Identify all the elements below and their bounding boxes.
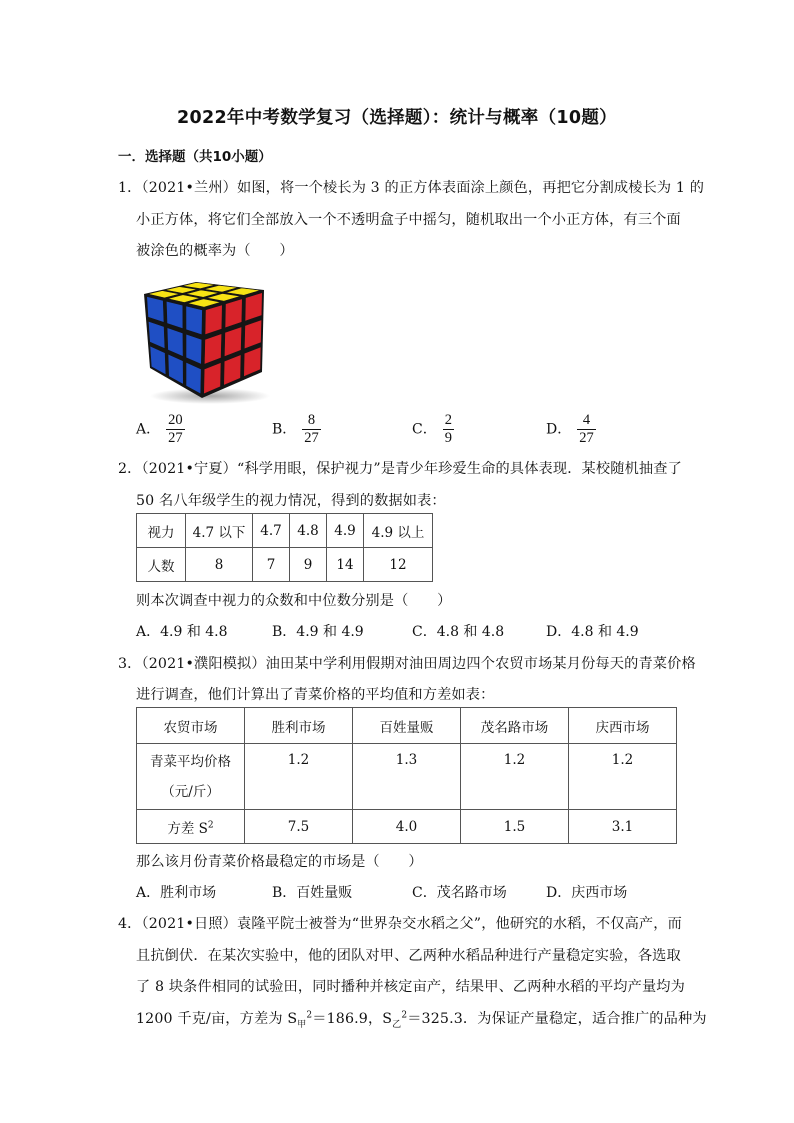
q3-option-d[interactable]: D．庆西市场 — [546, 885, 628, 901]
q1-option-d[interactable]: D． $\frac{4}{27}$ — [546, 412, 594, 446]
q1-line-1: 1．（2021•兰州）如图，将一个棱长为 3 的正方体表面涂上颜色，再把它分割成棱长为 1 的 — [118, 180, 705, 196]
fraction: $\frac{8}{27}$ — [304, 412, 319, 446]
avg-price-label: 青菜平均价格 — [150, 753, 231, 770]
table-cell: 4.7 以下 — [186, 514, 253, 548]
table-cell: 3.1 — [569, 810, 677, 844]
cube-sticker — [186, 306, 203, 335]
table-cell: 4.9 — [327, 514, 364, 548]
table-cell: 农贸市场 — [137, 708, 245, 744]
table-cell: 1.2 — [461, 744, 569, 810]
cube-right-face — [204, 293, 263, 394]
table-cell — [137, 744, 245, 810]
page-title: 2022年中考数学复习（选择题）：统计与概率（10题） — [177, 108, 617, 128]
table-cell: 8 — [186, 548, 253, 582]
table-cell: 4.7 — [253, 514, 290, 548]
table-cell: 庆西市场 — [569, 708, 677, 744]
q2-line-1: 2．（2021•宁夏）“科学用眼，保护视力”是青少年珍爱生命的具体表现．某校随机抽查了 — [118, 461, 682, 477]
avg-price-unit: （元/斤） — [161, 783, 220, 800]
table-cell: 视力 — [137, 514, 186, 548]
table-cell: 胜利市场 — [245, 708, 353, 744]
q4-line-2: 且抗倒伏．在某次实验中，他的团队对甲、乙两种水稻品种进行产量稳定实验，各选取 — [136, 948, 681, 964]
table-cell: 12 — [364, 548, 433, 582]
table-cell: 人数 — [137, 548, 186, 582]
table-cell: 4.9 以上 — [364, 514, 433, 548]
text-segment: ＝186.9，S — [312, 1011, 393, 1027]
table-cell: 14 — [327, 548, 364, 582]
q2-line-2: 50 名八年级学生的视力情况，得到的数据如表： — [136, 493, 446, 509]
subscript: 甲 — [297, 1019, 307, 1030]
q1-option-c[interactable]: C． $\frac{2}{9}$ — [412, 412, 452, 446]
fraction: $\frac{20}{27}$ — [168, 412, 183, 446]
q3-option-c[interactable]: C．茂名路市场 — [412, 885, 507, 901]
q4-line-1: 4．（2021•日照）袁隆平院士被誉为“世界杂交水稻之父”，他研究的水稻，不仅高产，而 — [118, 916, 682, 932]
table-cell: 4.0 — [353, 810, 461, 844]
table-cell: 7.5 — [245, 810, 353, 844]
q2-option-c[interactable]: C．4.8 和 4.8 — [412, 624, 505, 640]
text-segment: ＝325.3．为保证产量稳定，适合推广的品种为 — [407, 1011, 707, 1027]
fraction: $\frac{2}{9}$ — [444, 412, 452, 446]
q4-line-3: 了 8 块条件相同的试验田，同时播种并核定亩产，结果甲、乙两种水稻的平均产量均为 — [136, 979, 685, 995]
q2-option-b[interactable]: B．4.9 和 4.9 — [272, 624, 364, 640]
table-cell: 1.3 — [353, 744, 461, 810]
q1-option-a[interactable]: A． $\frac{20}{27}$ — [136, 412, 183, 446]
variance-label: 方差 S — [167, 820, 208, 837]
q3-line-1: 3．（2021•濮阳模拟）油田某中学利用假期对油田周边四个农贸市场某月份每天的青菜价格 — [118, 656, 696, 672]
q3-option-a[interactable]: A．胜利市场 — [136, 885, 217, 901]
q4-line-4 — [136, 1008, 707, 1030]
q2-option-a[interactable]: A．4.9 和 4.8 — [136, 624, 228, 640]
table-cell — [137, 810, 245, 844]
q3-option-b[interactable]: B．百姓量贩 — [272, 885, 353, 901]
superscript: 2 — [401, 1010, 408, 1021]
q3-line-2: 进行调查，他们计算出了青菜价格的平均值和方差如表： — [136, 687, 495, 703]
fraction: $\frac{4}{27}$ — [579, 412, 594, 446]
q1-option-b[interactable]: B． $\frac{8}{27}$ — [272, 412, 319, 446]
table-row — [137, 744, 677, 810]
section-heading: 一．选择题（共10小题） — [118, 149, 272, 165]
table-row — [137, 514, 433, 548]
table-cell: 4.8 — [290, 514, 327, 548]
table-cell: 百姓量贩 — [353, 708, 461, 744]
q1-line-3: 被涂色的概率为（ ） — [136, 243, 294, 259]
subscript: 乙 — [392, 1019, 402, 1030]
table-cell: 茂名路市场 — [461, 708, 569, 744]
table-cell: 1.5 — [461, 810, 569, 844]
table-row — [137, 548, 433, 582]
table-cell: 7 — [253, 548, 290, 582]
table-row — [137, 708, 677, 744]
q2-option-d[interactable]: D．4.8 和 4.9 — [546, 624, 639, 640]
superscript: 2 — [207, 820, 214, 830]
table-cell: 9 — [290, 548, 327, 582]
q2-line-3: 则本次调查中视力的众数和中位数分别是（ ） — [136, 593, 452, 609]
superscript: 2 — [306, 1010, 313, 1021]
market-price-table — [136, 707, 677, 844]
table-row — [137, 810, 677, 844]
q3-line-3: 那么该月份青菜价格最稳定的市场是（ ） — [136, 854, 423, 870]
vision-table — [136, 513, 433, 582]
table-cell: 1.2 — [569, 744, 677, 810]
rubiks-cube-image — [140, 268, 272, 406]
q1-line-2: 小正方体，将它们全部放入一个不透明盒子中摇匀，随机取出一个小正方体，有三个面 — [136, 212, 681, 228]
table-cell: 1.2 — [245, 744, 353, 810]
text-segment: 1200 千克/亩，方差为 S — [136, 1011, 298, 1027]
